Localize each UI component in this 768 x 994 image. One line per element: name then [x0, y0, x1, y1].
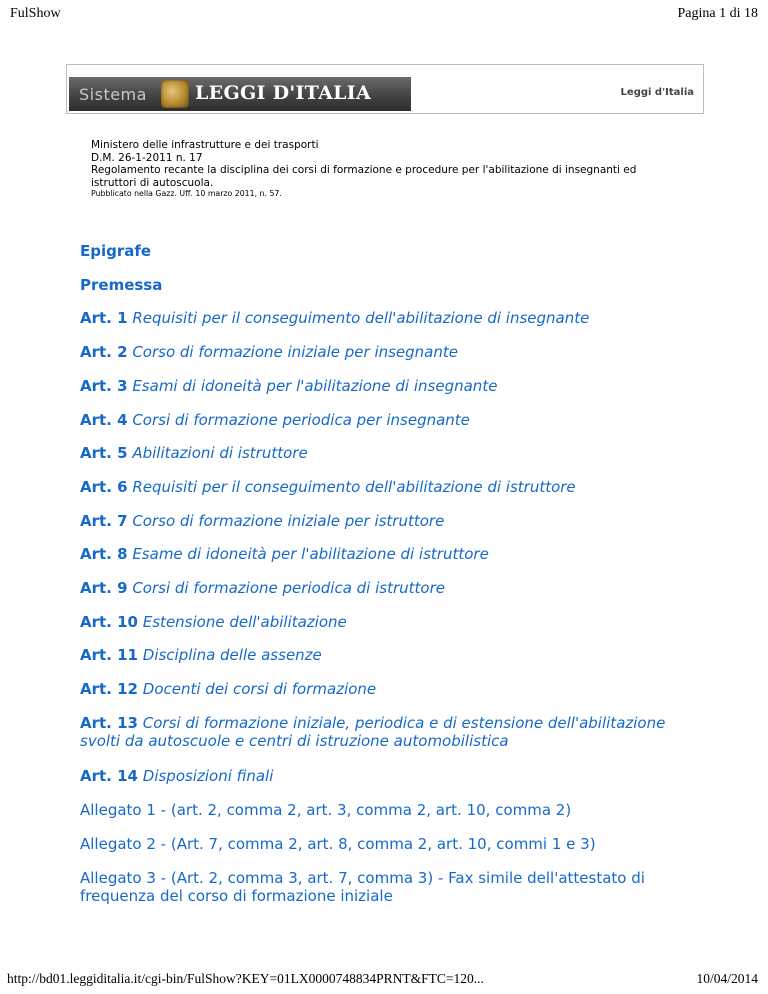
article-number: Art. 6 — [80, 478, 128, 496]
toc-link-art-13[interactable] — [80, 714, 700, 750]
seal-icon — [161, 80, 189, 108]
article-number: Art. 2 — [80, 343, 128, 361]
article-title: Corso di formazione iniziale per istruttore — [132, 512, 445, 530]
article-number: Art. 12 — [80, 680, 138, 698]
print-footer-date: 10/04/2014 — [696, 971, 758, 986]
toc-link-art-2[interactable] — [80, 343, 700, 361]
article-title: Esame di idoneità per l'abilitazione di istruttore — [132, 545, 489, 563]
print-header-title: FulShow — [10, 6, 61, 21]
article-title: Corso di formazione iniziale per insegnante — [132, 343, 458, 361]
article-title: Corsi di formazione periodica di istruttore — [132, 579, 445, 597]
article-title-line-2: svolti da autoscuole e centri di istruzione automobilistica — [80, 732, 509, 750]
logo-sistema-text: Sistema — [79, 85, 147, 104]
allegato-3-line-2: frequenza del corso di formazione iniziale — [80, 887, 393, 905]
toc-link-art-14[interactable] — [80, 767, 700, 785]
decree-number: D.M. 26-1-2011 n. 17 — [91, 151, 203, 164]
toc-link-art-7[interactable] — [80, 512, 700, 530]
print-footer-url: http://bd01.leggiditalia.it/cgi-bin/FulShow?KEY=01LX0000748834PRNT&FTC=120... — [7, 971, 484, 986]
toc-link-art-10[interactable] — [80, 613, 700, 631]
ministry: Ministero delle infrastrutture e dei trasporti — [91, 139, 319, 151]
article-number: Art. 1 — [80, 309, 128, 327]
document-title-line-1: Regolamento recante la disciplina dei corsi di formazione e procedure per l'abilitazione di insegnanti ed — [91, 164, 637, 176]
toc-link-premessa[interactable]: Premessa — [80, 276, 163, 294]
logo-title: LEGGI D'ITALIA — [195, 82, 372, 104]
toc-link-art-6[interactable] — [80, 478, 700, 496]
leggi-ditalia-logo[interactable] — [69, 77, 411, 111]
article-number: Art. 11 — [80, 646, 138, 664]
banner-brand-label: Leggi d'Italia — [620, 87, 694, 98]
article-number: Art. 5 — [80, 444, 128, 462]
document-metadata — [91, 139, 691, 199]
article-title: Requisiti per il conseguimento dell'abilitazione di insegnante — [132, 309, 590, 327]
site-banner — [66, 64, 704, 114]
article-title: Esami di idoneità per l'abilitazione di insegnante — [132, 377, 498, 395]
article-title: Docenti dei corsi di formazione — [142, 680, 377, 698]
toc-link-epigrafe[interactable]: Epigrafe — [80, 242, 152, 260]
article-number: Art. 8 — [80, 545, 128, 563]
document-title-line-2: istruttori di autoscuola. — [91, 176, 214, 189]
article-title: Disciplina delle assenze — [142, 646, 322, 664]
toc-link-art-8[interactable] — [80, 545, 700, 563]
toc-link-art-9[interactable] — [80, 579, 700, 597]
article-title: Abilitazioni di istruttore — [132, 444, 308, 462]
toc-link-art-1[interactable] — [80, 309, 700, 327]
toc-link-art-4[interactable] — [80, 411, 700, 429]
article-title: Requisiti per il conseguimento dell'abilitazione di istruttore — [132, 478, 576, 496]
toc-link-allegato-3[interactable] — [80, 869, 700, 905]
article-title: Corsi di formazione periodica per insegnante — [132, 411, 470, 429]
article-number: Art. 7 — [80, 512, 128, 530]
article-number: Art. 14 — [80, 767, 138, 785]
toc-link-art-12[interactable] — [80, 680, 700, 698]
article-number: Art. 10 — [80, 613, 138, 631]
print-header-page-number: Pagina 1 di 18 — [677, 6, 758, 21]
article-number: Art. 3 — [80, 377, 128, 395]
allegato-3-line-1: Allegato 3 - (Art. 2, comma 3, art. 7, comma 3) - Fax simile dell'attestato di — [80, 869, 645, 887]
article-title-line-1: Corsi di formazione iniziale, periodica e di estensione dell'abilitazione — [142, 714, 666, 732]
article-title: Estensione dell'abilitazione — [142, 613, 347, 631]
article-number: Art. 9 — [80, 579, 128, 597]
toc-link-art-5[interactable] — [80, 444, 700, 462]
article-title: Disposizioni finali — [142, 767, 274, 785]
toc-link-art-11[interactable] — [80, 646, 700, 664]
toc-link-allegato-1[interactable]: Allegato 1 - (art. 2, comma 2, art. 3, comma 2, art. 10, comma 2) — [80, 801, 572, 819]
toc-link-art-3[interactable] — [80, 377, 700, 395]
article-number: Art. 13 — [80, 714, 138, 732]
toc-link-allegato-2[interactable]: Allegato 2 - (Art. 7, comma 2, art. 8, comma 2, art. 10, commi 1 e 3) — [80, 835, 596, 853]
article-number: Art. 4 — [80, 411, 128, 429]
publication-note: Pubblicato nella Gazz. Uff. 10 marzo 2011, n. 57. — [91, 189, 282, 198]
